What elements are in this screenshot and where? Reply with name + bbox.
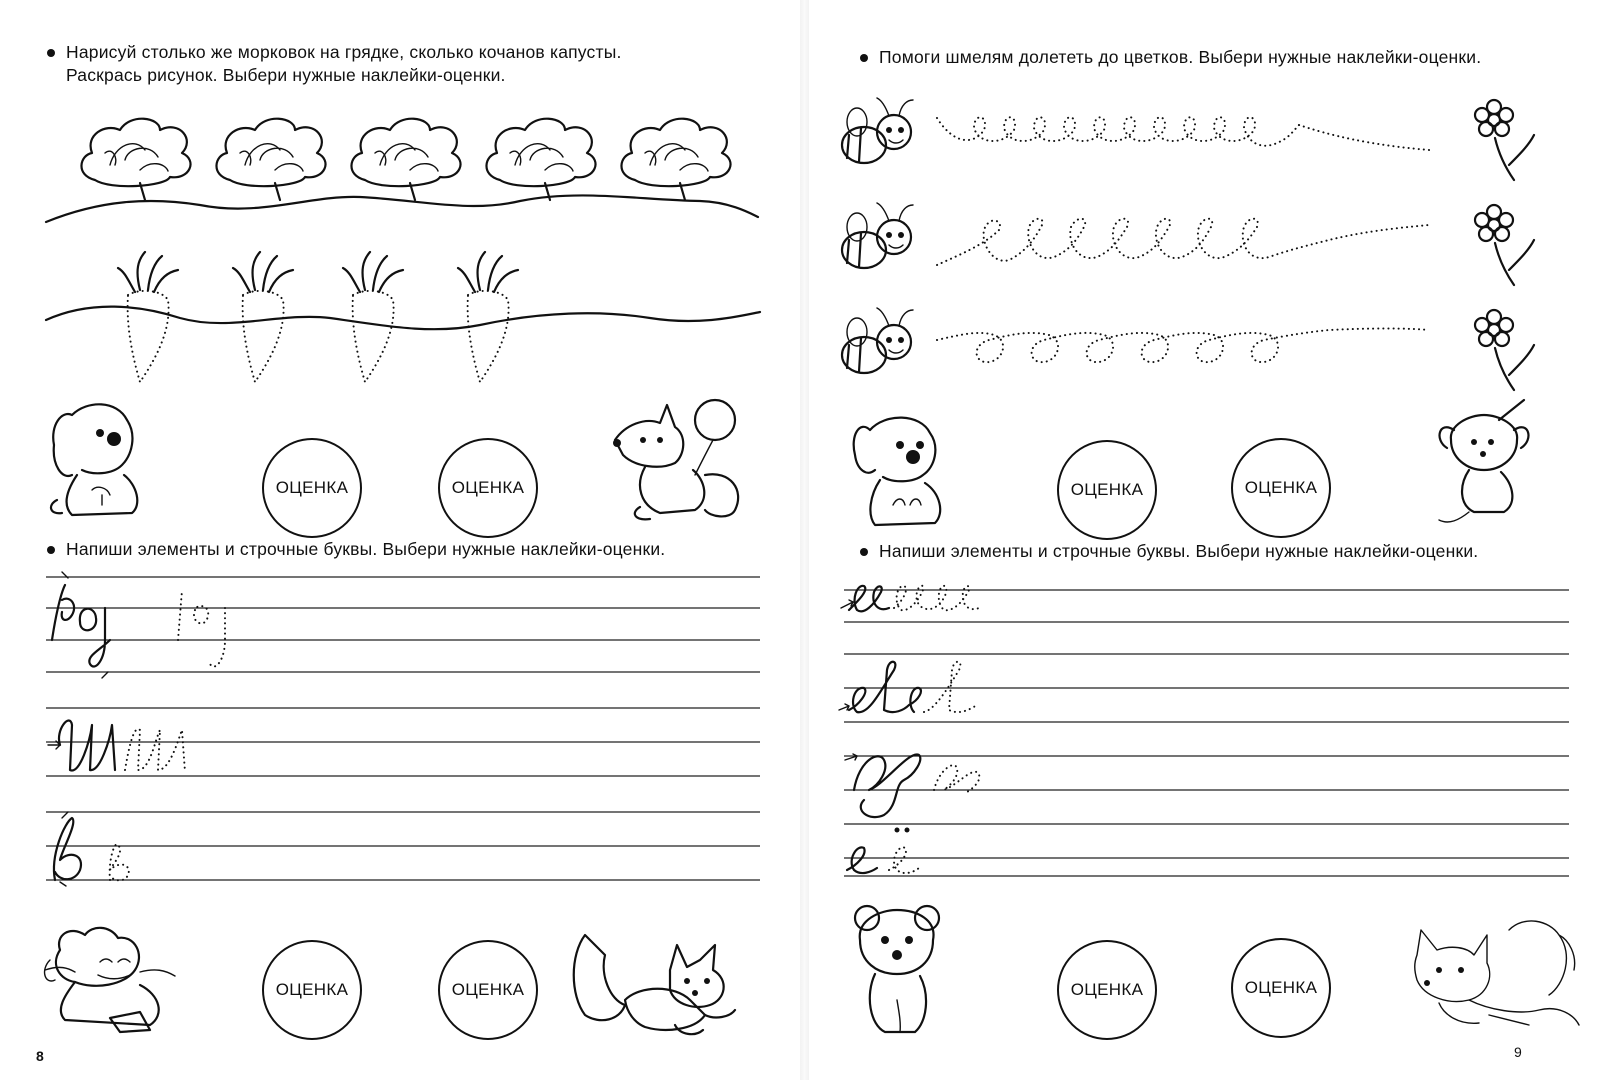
cursive-letter-sample [52,572,225,678]
page-number: 8 [36,1048,44,1064]
carrot-icon [343,252,403,382]
bee-icon [842,98,913,163]
task-cabbage-carrots-instruction [66,41,766,87]
grade-label: ОЦЕНКА [1070,980,1144,999]
cabbage-icon [621,119,730,200]
left-page [0,0,800,1080]
bee-path-row [809,195,1609,295]
task-writing-instruction [66,538,766,561]
handwriting-practice-lines [0,560,800,890]
grade-label: ОЦЕНКА [1070,480,1144,499]
cabbage-icon [486,119,595,200]
page-number: 9 [1514,1044,1522,1060]
flower-icon [1475,100,1534,180]
instruction-line: Раскрась рисунок. Выбери нужные наклейки-оценки. [66,65,506,85]
sleeping-mouse-illustration [40,920,190,1040]
book-spine [800,0,809,1080]
lying-fox-kit-illustration [1399,915,1599,1040]
grade-sticker-placeholder[interactable] [262,940,362,1040]
bullet-icon [860,548,868,556]
grade-sticker-placeholder[interactable] [438,438,538,538]
puppy-illustration [42,395,152,525]
puppy-illustration [845,405,955,535]
grade-label: ОЦЕНКА [275,980,349,999]
instruction-text: Напиши элементы и строчные буквы. Выбери нужные наклейки-оценки. [66,539,666,559]
grade-sticker-placeholder[interactable] [1057,440,1157,540]
cabbage-garden-bed [0,105,800,225]
task-bees-instruction [879,46,1579,69]
cursive-letter-sample [845,754,979,817]
bullet-icon [860,54,868,62]
grade-sticker-placeholder[interactable] [262,438,362,538]
bullet-icon [47,49,55,57]
grade-label: ОЦЕНКА [451,478,525,497]
mouse-with-paintbrush-illustration [1429,400,1539,530]
bee-icon [842,308,913,373]
lying-fox-illustration [565,915,755,1040]
cabbage-icon [216,119,325,200]
carrot-icon [118,252,178,382]
carrot-icon [233,252,293,382]
cabbage-icon [81,119,190,200]
cursive-letter-sample [847,828,919,874]
grade-label: ОЦЕНКА [1244,478,1318,497]
flower-icon [1475,310,1534,390]
grade-label: ОЦЕНКА [1244,978,1318,997]
grade-sticker-placeholder[interactable] [1231,438,1331,538]
flower-icon [1475,205,1534,285]
fox-with-balloon-illustration [605,395,755,525]
bee-path-row [809,300,1609,400]
instruction-text: Напиши элементы и строчные буквы. Выбери нужные наклейки-оценки. [879,541,1479,561]
handwriting-practice-lines [809,560,1609,920]
bullet-icon [47,546,55,554]
grade-label: ОЦЕНКА [275,478,349,497]
cursive-letter-sample [839,662,977,713]
bee-path-row [809,90,1609,190]
carrot-garden-bed [0,250,800,410]
cursive-letter-sample [48,721,185,772]
bee-icon [842,203,913,268]
instruction-line: Нарисуй столько же морковок на грядке, сколько кочанов капусты. [66,42,622,62]
cursive-letter-sample [54,812,129,886]
bear-cub-illustration [845,900,955,1040]
grade-sticker-placeholder[interactable] [1231,938,1331,1038]
right-page [809,0,1609,1080]
instruction-text: Помоги шмелям долететь до цветков. Выбери нужные наклейки-оценки. [879,47,1482,67]
cabbage-icon [351,119,460,200]
grade-sticker-placeholder[interactable] [1057,940,1157,1040]
grade-sticker-placeholder[interactable] [438,940,538,1040]
carrot-icon [458,252,518,382]
grade-label: ОЦЕНКА [451,980,525,999]
